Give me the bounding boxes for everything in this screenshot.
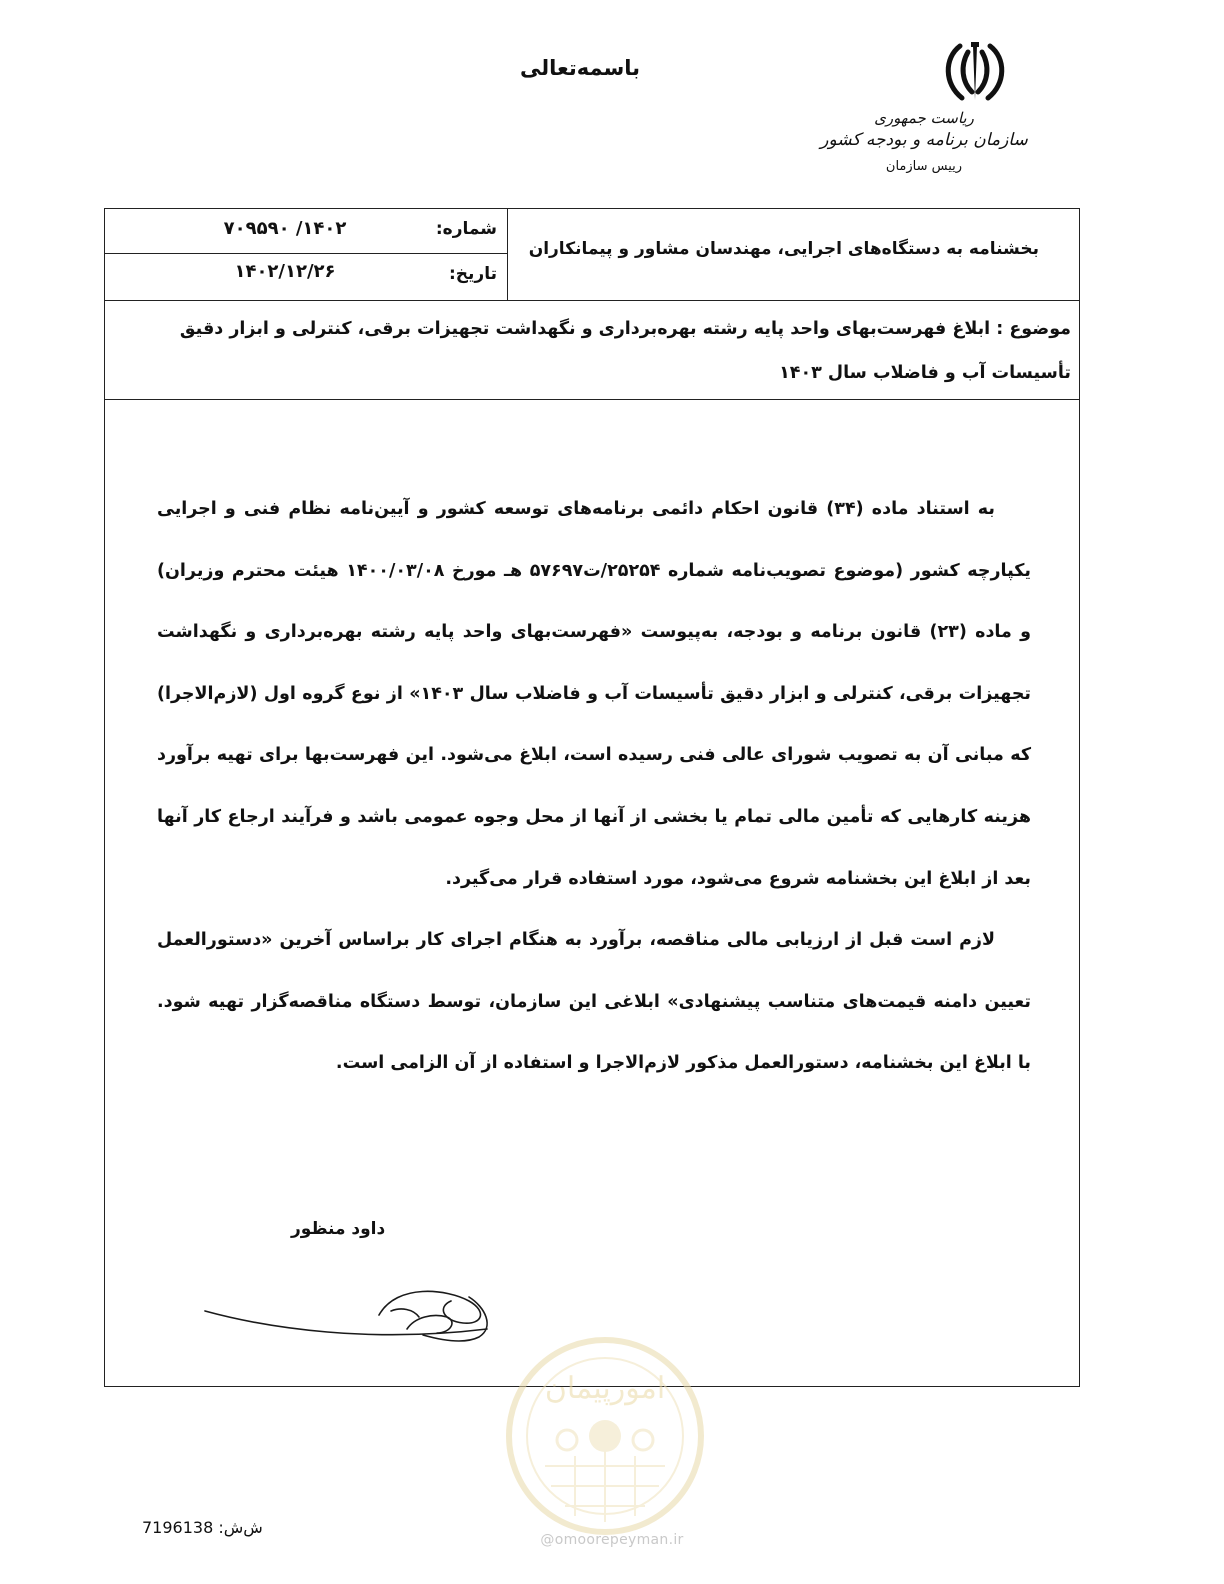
letter-number: ۱۴۰۲/ ۷۰۹۵۹۰ [223, 218, 347, 239]
org-presidency: ریاست جمهوری [874, 109, 974, 127]
watermark-text: امورپیمان [544, 1371, 666, 1406]
divider [105, 253, 507, 254]
org-head-title: رییس سازمان [885, 159, 963, 174]
letter-body [157, 479, 1031, 1095]
number-label: شماره: [435, 219, 497, 239]
watermark-logo-icon [505, 1336, 705, 1536]
watermark-site: @omoorepeyman.ir [540, 1532, 684, 1548]
organization-block [774, 108, 1074, 178]
signer-name: داود منظور [291, 1219, 386, 1239]
invocation-heading: باسمه‌تعالی [520, 56, 640, 80]
subject [151, 307, 1071, 395]
serial-number: ش‌ش: 7196138 [142, 1518, 263, 1537]
divider [105, 300, 1079, 301]
subject-line2: تأسیسات آب و فاضلاب سال ۱۴۰۳ [779, 363, 1071, 383]
subject-line1: موضوع : ابلاغ فهرست‌بهای واحد پایه رشته بهره‌برداری و نگهداشت تجهیزات برقی، کنترلی و ابزار دقیق [179, 319, 1071, 339]
letter-date: ۱۴۰۲/۱۲/۲۶ [234, 261, 336, 282]
letter-frame [104, 208, 1080, 1387]
addressee: بخشنامه به دستگاه‌های اجرایی، مهندسان مشاور و پیمانکاران [528, 239, 1039, 259]
divider [105, 399, 1079, 400]
body-paragraph: لازم است قبل از ارزیابی مالی مناقصه، برآورد به هنگام اجرای کار براساس آخرین «دستورالعمل تعیین دامنه قیمت‌های متناسب پیشنهادی» ابلاغی این سازمان، توسط دستگاه مناقصه‌گزار تهیه شود. با ابلاغ این بخشنامه، دستورالعمل مذکور لازم‌الاجرا و استفاده از آن الزامی است. [157, 930, 1031, 1074]
divider [507, 209, 508, 300]
org-name: سازمان برنامه و بودجه کشور [820, 130, 1028, 150]
date-label: تاریخ: [449, 264, 497, 284]
body-paragraph: به استناد ماده (۳۴) قانون احکام دائمی برنامه‌های توسعه کشور و آیین‌نامه نظام فنی و اجرایی یکپارچه کشور (موضوع تصویب‌نامه شماره ۲۵۲۵۴/ت۵۷۶۹۷ هـ مورخ ۱۴۰۰/۰۳/۰۸ هیئت محترم وزیران) و ماده (۲۳) قانون برنامه و بودجه، به‌پیوست «فهرست‌بهای واحد پایه رشته بهره‌برداری و نگهداشت تجهیزات برقی، کنترلی و ابزار دقیق تأسیسات آب و فاضلاب سال ۱۴۰۳» از نوع گروه اول (لازم‌الاجرا) که مبانی آن به تصویب شورای عالی فنی رسیده است، ابلاغ می‌شود. این فهرست‌بها برای تهیه برآورد هزینه کارهایی که تأمین مالی تمام یا بخشی از آنها از محل وجوه عمومی باشد و فرآیند ارجاع کار آنها بعد از ابلاغ این بخشنامه شروع می‌شود، مورد استفاده قرار می‌گیرد. [157, 499, 1032, 889]
handwritten-signature [201, 1277, 511, 1359]
iran-emblem-icon [938, 38, 1012, 106]
